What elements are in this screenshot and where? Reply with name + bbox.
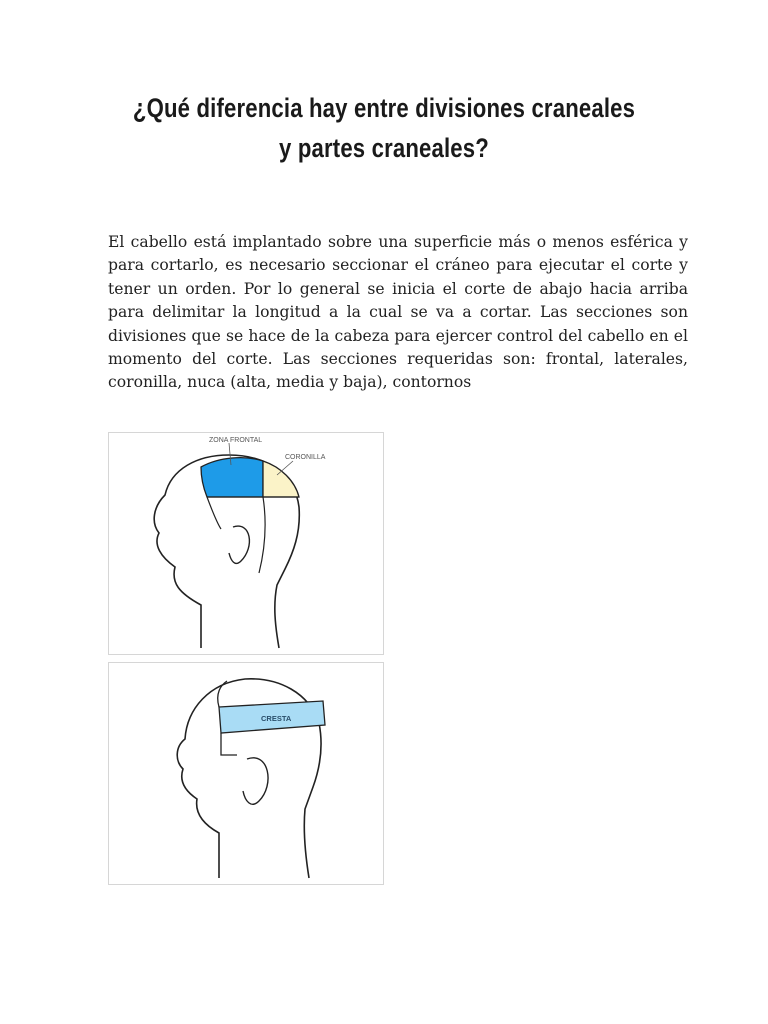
label-cresta: CRESTA bbox=[261, 714, 292, 723]
label-zona-frontal: ZONA FRONTAL bbox=[209, 437, 263, 444]
title-line-1: ¿Qué diferencia hay entre divisiones craneales bbox=[132, 93, 636, 123]
panel-cresta bbox=[108, 662, 384, 885]
label-coronilla: CORONILLA bbox=[285, 454, 326, 461]
ear-shape bbox=[229, 526, 249, 563]
page-title bbox=[69, 88, 699, 168]
panel-frontal-coronilla bbox=[108, 432, 384, 655]
body-paragraph: El cabello está implantado sobre una superficie más o menos esférica y para cortarlo, es necesario seccionar el cráneo para ejecutar el corte y tener un orden. Por lo general se inicia el corte de abajo hacia arriba para delimitar la longitud a la cual se va a cortar. Las secciones son divisiones que se hace de la cabeza para ejercer control del cabello en el momento del corte. Las secciones requeridas son: frontal, laterales, coronilla, nuca (alta, media y baja), contornos bbox=[108, 233, 688, 392]
zone-coronilla-shape bbox=[263, 461, 299, 497]
ear-shape bbox=[243, 758, 268, 804]
zone-frontal-shape bbox=[201, 458, 263, 497]
title-line-2: y partes craneales? bbox=[279, 133, 489, 163]
cranial-sections-figure bbox=[108, 432, 669, 889]
